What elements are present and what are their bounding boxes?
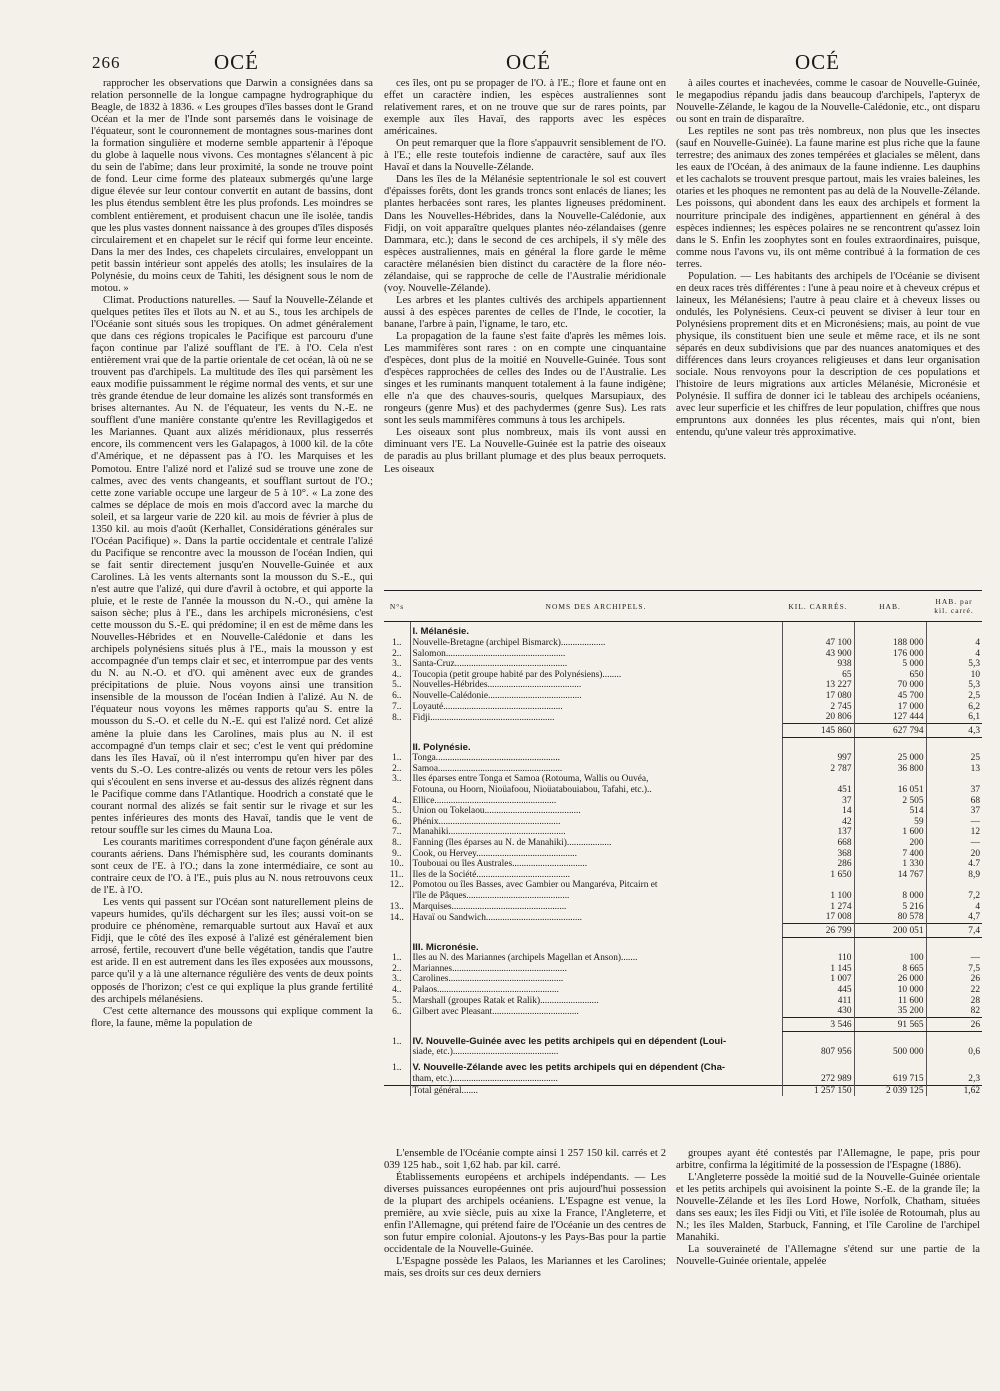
- archipelago-name: siade, etc.).............................................: [410, 1047, 782, 1058]
- paragraph: Les courants maritimes correspondent d'une façon générale aux courants aériens. Dans l'hémisphère sud, les courants dominants sont ceux de l'E. à l'O.; dans la zone intermédiaire, ce sont au contraire ceux de l'O. à l'E., puis plus au N. nous retrouvons ceux de l'E. à l'O.: [91, 836, 373, 897]
- area-km2: [782, 737, 854, 753]
- archipelago-name: Salomon...................................................: [410, 649, 782, 660]
- population: 14 767: [854, 870, 926, 881]
- area-km2: [782, 1058, 854, 1074]
- table-row: [384, 638, 982, 649]
- population: [854, 774, 926, 785]
- population: 200: [854, 838, 926, 849]
- population: 100: [854, 953, 926, 964]
- paragraph: Population. — Les habitants des archipels de l'Océanie se divisent en deux races très différentes : l'une à peau noire et à cheveux crépus et laineux, les Mélanésiens; l'autre à peau claire et à cheveux lisses ou ondulés, les Polynésiens. Ceux-ci peuvent se diviser à leur tour en Polynésiens proprement dits et en Micronésiens; mais, au point de vue physique, ils constituent bien une seule et même race, et ils ne sont séparés en deux subdivisions que par des nuances anatomiques et des différences dans leurs croyances religieuses et dans leur organisation sociale. Nous renvoyons pour la description de ces populations et l'histoire de leurs migrations aux articles Mélanésie, Micronésie et Polynésie. Il suffira de donner ici le tableau des archipels océaniens, avec leur superficie et les chiffres de leur population, chiffres que nous empruntons aux données les plus récentes, mais qui n'ont, bien entendu, qu'une valeur très approximative.: [676, 270, 980, 439]
- density: 7,5: [926, 964, 982, 975]
- archipelago-name: III. Micronésie.: [410, 937, 782, 953]
- paragraph: Climat. Productions naturelles. — Sauf la Nouvelle-Zélande et quelques petites îles et îlots au N. et au S., tous les archipels de l'Océanie sont situés sous les tropiques. On admet généralement que dans ces régions tropicales le Pacifique est parcouru d'une façon continue par l'alizé soufflant de l'E. à l'O. Cela n'est entièrement vrai que de la partie orientale de cet océan, là où ne se trouvent pas d'archipels. La multitude des îles qui parsèment les eaux modifie puissamment le régime normal des vents, et sur une très grande étendue de leur domaine les alizés sont transformés en brises alternantes. Au N. de l'équateur, les vents du N.-E. ne soufflent d'une manière constante qu'entre les Revillagigedos et les Mariannes. Quant aux alizés méridionaux, plus resserrés encore, ils commencent vers les Galapagos, à 1000 kil. de la côte d'Amérique, et ne dépassent pas à l'O. les Marquises et les Pomotou. Entre l'alizé nord et l'alizé sud se trouve une zone de calmes, avec des vents changeants, et soufflant surtout de l'O.; cette zone variable occupe une largeur de 5 à 10°. « La zone des calmes se déplace de mois en mois d'accord avec la marche du soleil, et sa largeur varie de 220 kil. au mois de février à plus de 1350 kil. au mois d'août (Kerhallet, Considérations générales sur l'Océan Pacifique) ». Dans la partie occidentale et centrale l'alizé du Pacifique se rencontre avec la mousson de l'océan Indien, qui se fait sentir directement jusqu'en Nouvelle-Guinée et aux Carolines. Là les vents alternants sont la mousson du S.-E., qui n'est autre que l'alizé, qui dure d'avril à octobre, et qui apporte la pluie, et le reste de l'année la mousson du N.-O., qui amène la saison sèche; plus à l'E., dans les archipels micronésiens, c'est cette mousson du S.-E. qui prédomine; il en est de même dans les Nouvelles-Hébrides et en Nouvelle-Calédonie et dans les archipels polynésiens situés plus à l'E., mais la mousson y est accompagnée d'un temps clair et sec, et interrompue par des vents du N. au N.-O. et d'O. qui amènent avec eux de grandes précipitations de pluie. Nous voyons ainsi une transition insensible de la mousson de l'océan Indien à l'alizé. Au N. de l'équateur nous voyons les mêmes rapports qu'au S. entre la mousson du S.-O. et celle du N.-E. qui est l'alizé nord. Cet alizé amène la pluie dans les Carolines, mais plus au N. il est accompagné d'un temps clair et sec; c'est le vent qui prédomine dans les îles Havaï, où il n'est interrompu qu'en hiver par des vents du S.-O. Les contre-alizés ou vents de retour vers les pôles qui s'écoulent en sens inverse et au-dessus des alizés règnent dans le Pacifique comme dans l'Atlantique. Hoodrich a constaté que le courant normal des alizés se fait sentir sur le rivage et sur les pentes inférieures des monts des Havaï, tandis que le vent de retour souffle sur les cimes du Mauna Loa.: [91, 294, 373, 836]
- area-km2: 997: [782, 753, 854, 764]
- text-column-3: [676, 78, 980, 578]
- archipelago-name: Fotouna, ou Hoorn, Nioüafoou, Nioüatabouiabou, Tafahi, etc.)..: [410, 785, 782, 796]
- running-header: [0, 50, 1000, 80]
- paragraph: Les vents qui passent sur l'Océan sont naturellement pleins de vapeurs humides, qu'ils déchargent sur les îles; aussi voit-on se produire ce phénomène, remarquable surtout aux Havaï et aux Fidji, que le côté des îles exposé à l'alizé est généralement bien arrosé, fertile, recouvert d'une belle végétation, tandis que l'autre est aride. Il en est autrement dans les îles exposées aux moussons, parce qu'il y a là une alternance régulière des vents de deux points opposés de l'horizon; c'est ce qui explique la plus grande fertilité des archipels mélanésiens.: [91, 897, 373, 1005]
- density: 5,3: [926, 659, 982, 670]
- archipelago-name: l'île de Pâques............................................: [410, 891, 782, 902]
- density: 13: [926, 764, 982, 775]
- population: 5 216: [854, 902, 926, 913]
- row-number: 1..: [392, 753, 402, 764]
- page-number: 266: [92, 53, 121, 72]
- row-number: 2..: [392, 763, 402, 774]
- col-header-number: N°s: [384, 591, 410, 622]
- row-number: [384, 1047, 410, 1058]
- area-km2: 20 806: [782, 712, 854, 723]
- paragraph: La souveraineté de l'Allemagne s'étend sur une partie de la Nouvelle-Guinée orientale, appelée: [676, 1244, 980, 1268]
- table-grand-total-row: [384, 1085, 982, 1096]
- population: 26 000: [854, 974, 926, 985]
- table-section-row: [384, 622, 982, 639]
- table-subtotal-row: [384, 1017, 982, 1031]
- paragraph: C'est cette alternance des moussons qui explique comment la flore, la faune, même la population de: [91, 1005, 373, 1029]
- running-head-center: OCÉ: [506, 50, 551, 74]
- area-km2: 1 650: [782, 870, 854, 881]
- row-number: 3..: [392, 774, 402, 785]
- row-number: 6..: [392, 690, 402, 701]
- table-header-row: [384, 591, 982, 622]
- population: 127 444: [854, 712, 926, 723]
- population: [854, 1031, 926, 1047]
- density: 6,1: [926, 712, 982, 723]
- population: 7 400: [854, 849, 926, 860]
- archipelago-name: Pomotou ou îles Basses, avec Gambier ou Mangaréva, Pitcairn et: [410, 880, 782, 891]
- col-header-population: HAB.: [854, 591, 926, 622]
- density: 1,62: [926, 1085, 982, 1096]
- table-row: [384, 680, 982, 691]
- table-row: [384, 796, 982, 807]
- population: 619 715: [854, 1074, 926, 1085]
- row-number: 10..: [389, 859, 404, 870]
- area-km2: 430: [782, 1006, 854, 1017]
- paragraph: rapprocher les observations que Darwin a consignées dans sa relation personnelle de la longue campagne hydrographique du Beagle, de 1832 à 1836. « Les groupes d'îles basses dont le Grand Océan et la mer de l'Inde sont parsemés dans le voisinage de l'équateur, sont le couronnement de montagnes sous-marines dont la formation singulière et moderne semble appartenir à l'époque du globe à laquelle nous vivons. Ces montagnes s'élancent à pic du sein de l'abîme; dans leur proximité, la sonde ne trouve point de fond. Leur cime forme des plateaux submergés qu'une large digue élevée sur leur contour convertit en autant de bassins, dont les plus étendus semblent être les plus profonds. Les moindres se comblent entièrement, et produisent chacun une île isolée, tandis que les plus vastes donnent naissance à des groupes d'îles disposés circulairement et en chapelet sur le récif qui forme leur enceinte. Dans la mer des Indes, ces chapelets circulaires, enveloppant un petit bassin intérieur sont appelés des atolls; les insulaires de la Polynésie, du moins ceux de Tahiti, les désignent sous le nom de motou. »: [91, 78, 374, 294]
- text-column-2: [384, 78, 666, 578]
- row-number: 14..: [389, 912, 404, 923]
- archipelago-name: Manahiki..................................................: [410, 827, 782, 838]
- table-row: [384, 996, 982, 1007]
- archipelago-name: I. Mélanésie.: [410, 622, 782, 639]
- density: —: [926, 838, 982, 849]
- table-row: [384, 880, 982, 891]
- population: 45 700: [854, 691, 926, 702]
- archipelago-name: Mariannes.................................................: [410, 964, 782, 975]
- paragraph: On peut remarquer que la flore s'appauvrit sensiblement de l'O. à l'E.; elle reste toutefois indienne de caractère, sauf aux îles Havaï et dans la Nouvelle-Zélande.: [384, 138, 666, 174]
- density: 26: [926, 1017, 982, 1031]
- archipelago-name: Marquises.................................................: [410, 902, 782, 913]
- table-row: [384, 764, 982, 775]
- area-km2: 17 080: [782, 691, 854, 702]
- area-km2: 1 145: [782, 964, 854, 975]
- population: [854, 737, 926, 753]
- archipelago-name: Phénix....................................................: [410, 817, 782, 828]
- table-row: [384, 806, 982, 817]
- row-number: [384, 723, 410, 737]
- population: [854, 1058, 926, 1074]
- row-number: [384, 1085, 410, 1096]
- row-number: 2..: [392, 963, 402, 974]
- col-header-name: NOMS DES ARCHIPELS.: [410, 591, 782, 622]
- archipelago-name: Ellice....................................................: [410, 796, 782, 807]
- table-section-row: [384, 1031, 982, 1047]
- area-km2: 137: [782, 827, 854, 838]
- population: [854, 622, 926, 639]
- population: 35 200: [854, 1006, 926, 1017]
- density: 5,3: [926, 680, 982, 691]
- population: 8 665: [854, 964, 926, 975]
- text-column-1: [91, 78, 373, 1350]
- table-row: [384, 859, 982, 870]
- area-km2: [782, 937, 854, 953]
- area-km2: 14: [782, 806, 854, 817]
- density: [926, 622, 982, 639]
- archipelago-name: [410, 923, 782, 937]
- archipelago-name: Toubouai ou îles Australes................................: [410, 859, 782, 870]
- density: 37: [926, 785, 982, 796]
- archipelago-name: Nouvelles-Hébrides........................................: [410, 680, 782, 691]
- row-number: 3..: [392, 974, 402, 985]
- area-km2: 451: [782, 785, 854, 796]
- density: 10: [926, 670, 982, 681]
- paragraph: Établissements européens et archipels indépendants. — Les diverses puissances européennes ont pris aujourd'hui possession de la plupart des archipels océaniens. L'Espagne est venue, la première, au xvie siècle, puis au xixe la France, l'Angleterre, et enfin l'Allemagne, qui prétend faire de l'Océanie un des centres de son futur empire colonial. Ajoutons-y les Pays-Bas pour la partie occidentale de la Nouvelle-Guinée.: [384, 1172, 666, 1256]
- archipelago-name: Cook, ou Hervey...........................................: [410, 849, 782, 860]
- table-row: [384, 649, 982, 660]
- density: 28: [926, 996, 982, 1007]
- table-row: [384, 912, 982, 923]
- table-subtotal-row: [384, 923, 982, 937]
- density: 7,4: [926, 923, 982, 937]
- density: 4: [926, 649, 982, 660]
- row-number: 11..: [389, 869, 404, 880]
- area-km2: 411: [782, 996, 854, 1007]
- population: 5 000: [854, 659, 926, 670]
- row-number: 1..: [392, 1036, 402, 1047]
- table-row: [384, 774, 982, 785]
- population: 500 000: [854, 1047, 926, 1058]
- paragraph: L'ensemble de l'Océanie compte ainsi 1 257 150 kil. carrés et 2 039 125 hab., soit 1,62 hab. par kil. carré.: [384, 1148, 666, 1172]
- archipelago-name: IV. Nouvelle-Guinée avec les petits archipels qui en dépendent (Loui-: [410, 1031, 782, 1047]
- paragraph: Les oiseaux sont plus nombreux, mais ils vont aussi en diminuant vers l'E. La Nouvelle-Guinée est la patrie des oiseaux de paradis au plus brillant plumage et des plus beaux perroquets. Les oiseaux: [384, 427, 666, 475]
- table-row: [384, 870, 982, 881]
- table-section-row: [384, 937, 982, 953]
- running-head-left: OCÉ: [214, 50, 259, 74]
- archipelago-name: Carolines.................................................: [410, 974, 782, 985]
- population: 10 000: [854, 985, 926, 996]
- archipelago-name: Iles éparses entre Tonga et Samoa (Rotouma, Wallis ou Ouvéa,: [410, 774, 782, 785]
- table-row: [384, 964, 982, 975]
- area-km2: 110: [782, 953, 854, 964]
- population: 514: [854, 806, 926, 817]
- area-km2: 42: [782, 817, 854, 828]
- population: 2 505: [854, 796, 926, 807]
- paragraph: L'Espagne possède les Palaos, les Mariannes et les Carolines; mais, ses droits sur ces deux derniers: [384, 1256, 666, 1280]
- table-row: [384, 712, 982, 723]
- row-number: 2..: [392, 648, 402, 659]
- col-header-density: HAB. par kil. carré.: [926, 591, 982, 622]
- text-column-2-bottom: [384, 1148, 666, 1343]
- population: 200 051: [854, 923, 926, 937]
- archipelago-name: Iles au N. des Mariannes (archipels Magellan et Anson).......: [410, 953, 782, 964]
- row-number: 7..: [392, 827, 402, 838]
- density: [926, 737, 982, 753]
- table-row: [384, 691, 982, 702]
- area-km2: 37: [782, 796, 854, 807]
- density: —: [926, 953, 982, 964]
- density: 7,2: [926, 891, 982, 902]
- archipelago-name: Havaï ou Sandwich.........................................: [410, 912, 782, 923]
- density: 12: [926, 827, 982, 838]
- row-number: 4..: [392, 669, 402, 680]
- population: 80 578: [854, 912, 926, 923]
- area-km2: 1 274: [782, 902, 854, 913]
- archipelago-name: Loyauté...................................................: [410, 702, 782, 713]
- table-row: [384, 702, 982, 713]
- area-km2: 17 008: [782, 912, 854, 923]
- archipelago-name: Union ou Tokelaou.........................................: [410, 806, 782, 817]
- table-section-row: [384, 737, 982, 753]
- archipelago-name: Iles de la Société........................................: [410, 870, 782, 881]
- area-km2: [782, 774, 854, 785]
- area-km2: 938: [782, 659, 854, 670]
- area-km2: 2 745: [782, 702, 854, 713]
- population: 188 000: [854, 638, 926, 649]
- table-row: [384, 670, 982, 681]
- paragraph: à ailes courtes et inachevées, comme le casoar de Nouvelle-Guinée, le megapodius répandu jadis dans beaucoup d'archipels, l'apteryx de Nouvelle-Zélande, le kagou de la Nouvelle-Calédonie, etc., ont disparu ou sont en train de disparaître.: [676, 78, 980, 126]
- area-km2: 807 956: [782, 1047, 854, 1058]
- area-km2: [782, 1031, 854, 1047]
- table-row: [384, 849, 982, 860]
- row-number: 9..: [392, 848, 402, 859]
- density: 82: [926, 1006, 982, 1017]
- density: 4,7: [926, 912, 982, 923]
- population: 8 000: [854, 891, 926, 902]
- table-row: [384, 1006, 982, 1017]
- area-km2: 368: [782, 849, 854, 860]
- table-row: [384, 1047, 982, 1058]
- row-number: 5..: [392, 806, 402, 817]
- paragraph: Les reptiles ne sont pas très nombreux, non plus que les insectes (sauf en Nouvelle-Guinée). La faune marine est plus riche que la faune terrestre; des animaux des zones tempérées et glaciales se mêlent, dans les eaux de l'Océan, à des animaux de la faune indienne. Les dauphins et les cachalots se trouvent presque partout, mais les vraies baleines, les otaries et les phoques ne remontent pas au delà de la Nouvelle-Zélande. Les poissons, qui abondent dans les eaux des archipels et forment la nourriture principale des indigènes, appartiennent en général à des espèces indiennes; les espèces polaires ne se rencontrent qu'assez loin dans le S. Enfin les zoophytes sont en foules extraordinaires, puisque, comme nous l'avons vu, ils ont même contribué à la formation de ces terres.: [676, 126, 980, 270]
- row-number: [384, 785, 410, 796]
- row-number: 1..: [392, 1063, 402, 1074]
- archipelago-name: [410, 723, 782, 737]
- table-subtotal-row: [384, 723, 982, 737]
- table-row: [384, 985, 982, 996]
- paragraph: Dans les îles de la Mélanésie septentrionale le sol est couvert d'épaisses forêts, dont les grands troncs sont enlacés de lianes; les plantes herbacées sont rares, les plantes ligneuses prédominent. Dans les Nouvelles-Hébrides, dans la Nouvelle-Calédonie, aux Fidji, on voit apparaître quelques plantes néo-zélandaises (genre Dammara, etc.); dans le second de ces archipels, il s'y mêle des espèces australiennes, mais en général la flore garde le même caractère mélanésien bien distinct du caractère de la flore néo-zélandaise, qui se rapproche de celle de l'Australie méridionale (voy. Nouvelle-Zélande).: [384, 174, 666, 294]
- archipelago-name: tham, etc.).............................................: [410, 1074, 782, 1085]
- density: [926, 1058, 982, 1074]
- archipelago-name: Samoa.....................................................: [410, 764, 782, 775]
- area-km2: 1 257 150: [782, 1085, 854, 1096]
- population: 1 600: [854, 827, 926, 838]
- row-number: 1..: [392, 638, 402, 648]
- archipelago-table: [384, 590, 982, 1142]
- row-number: 5..: [392, 680, 402, 691]
- row-number: 6..: [392, 1006, 402, 1017]
- density: 4: [926, 902, 982, 913]
- table-row: [384, 785, 982, 796]
- table-row: [384, 753, 982, 764]
- archipelago-name: Nouvelle-Calédonie........................................: [410, 691, 782, 702]
- population: 36 800: [854, 764, 926, 775]
- table-row: [384, 838, 982, 849]
- table-row: [384, 1074, 982, 1085]
- running-head-right: OCÉ: [795, 50, 840, 74]
- row-number: 8..: [392, 712, 402, 723]
- density: [926, 1031, 982, 1047]
- population: 16 051: [854, 785, 926, 796]
- area-km2: 1 007: [782, 974, 854, 985]
- table-row: [384, 974, 982, 985]
- row-number: 5..: [392, 995, 402, 1006]
- row-number: [384, 937, 410, 953]
- table-row: [384, 891, 982, 902]
- archipelago-name: Marshall (groupes Ratak et Ralik).........................: [410, 996, 782, 1007]
- area-km2: 43 900: [782, 649, 854, 660]
- col-header-area: KIL. CARRÉS.: [782, 591, 854, 622]
- density: 0,6: [926, 1047, 982, 1058]
- area-km2: 286: [782, 859, 854, 870]
- archipelago-name: Palaos....................................................: [410, 985, 782, 996]
- table-row: [384, 659, 982, 670]
- archipelago-name: [410, 1017, 782, 1031]
- density: [926, 880, 982, 891]
- density: 4.7: [926, 859, 982, 870]
- density: 4: [926, 638, 982, 649]
- table-row: [384, 827, 982, 838]
- row-number: 6..: [392, 816, 402, 827]
- density: 26: [926, 974, 982, 985]
- row-number: [384, 1017, 410, 1031]
- archipelago-name: Santa-Cruz................................................: [410, 659, 782, 670]
- archipelago-name: Toucopia (petit groupe habité par des Polynésiens)........: [410, 670, 782, 681]
- population: 11 600: [854, 996, 926, 1007]
- population: [854, 880, 926, 891]
- area-km2: 47 100: [782, 638, 854, 649]
- density: 2,3: [926, 1074, 982, 1085]
- density: [926, 937, 982, 953]
- population: 70 000: [854, 680, 926, 691]
- density: 68: [926, 796, 982, 807]
- population: 627 794: [854, 723, 926, 737]
- area-km2: 445: [782, 985, 854, 996]
- area-km2: 1 100: [782, 891, 854, 902]
- archipelago-name: II. Polynésie.: [410, 737, 782, 753]
- paragraph: Les arbres et les plantes cultivés des archipels appartiennent aussi à des espèces parentes de celles de l'Inde, le cocotier, la banane, l'arbre à pain, l'igname, le taro, etc.: [384, 294, 666, 330]
- paragraph: La propagation de la faune s'est faite d'après les mêmes lois. Les mammifères sont rares : on en compte une cinquantaine d'espèces, dont plus de la moitié en Nouvelle-Guinée. Tous sont d'espèces rapprochées de celles des Indes ou de l'Australie. Les singes et les ruminants manquent totalement à la faune indigène; elle n'a que des chauves-souris, quelques Marsupiaux, des rongeurs (genre Mus) et des pachydermes (genre Sus). Les rats sont les seuls mammifères communs à tous les archipels.: [384, 330, 666, 427]
- density: 8,9: [926, 870, 982, 881]
- table-row: [384, 817, 982, 828]
- row-number: 1..: [392, 953, 402, 964]
- density: [926, 774, 982, 785]
- text-column-3-bottom: [676, 1148, 980, 1343]
- row-number: [384, 891, 410, 902]
- density: 6,2: [926, 702, 982, 713]
- archipelago-name: Total général.......: [410, 1085, 782, 1096]
- population: 650: [854, 670, 926, 681]
- row-number: 7..: [392, 701, 402, 712]
- population: 1 330: [854, 859, 926, 870]
- archipelago-name: Fidji.....................................................: [410, 712, 782, 723]
- density: 37: [926, 806, 982, 817]
- paragraph: ces îles, ont pu se propager de l'O. à l'E.; flore et faune ont en effet un caractère indien, les espèces australiennes sont relativement rares, et on ne trouve que sur de rares points, par exemple aux îles Havaï, des rapports avec les espèces américaines.: [384, 78, 666, 138]
- row-number: 12..: [389, 880, 404, 891]
- density: 4,3: [926, 723, 982, 737]
- paragraph: groupes ayant été contestés par l'Allemagne, le pape, pris pour arbitre, confirma la légitimité de la possession de l'Espagne (1886).: [676, 1148, 980, 1172]
- area-km2: [782, 622, 854, 639]
- density: 2,5: [926, 691, 982, 702]
- row-number: [384, 1074, 410, 1085]
- row-number: 13..: [389, 901, 404, 912]
- archipelago-name: Nouvelle-Bretagne (archipel Bismarck)...................: [410, 638, 782, 649]
- density: 22: [926, 985, 982, 996]
- area-km2: 3 546: [782, 1017, 854, 1031]
- row-number: 4..: [392, 795, 402, 806]
- table-row: [384, 953, 982, 964]
- population: [854, 937, 926, 953]
- table-section-row: [384, 1058, 982, 1074]
- area-km2: 272 989: [782, 1074, 854, 1085]
- density: —: [926, 817, 982, 828]
- population: 17 000: [854, 702, 926, 713]
- population: 59: [854, 817, 926, 828]
- area-km2: 13 227: [782, 680, 854, 691]
- area-km2: 668: [782, 838, 854, 849]
- area-km2: 65: [782, 670, 854, 681]
- row-number: 4..: [392, 985, 402, 996]
- row-number: [384, 622, 410, 639]
- population: 2 039 125: [854, 1085, 926, 1096]
- area-km2: [782, 880, 854, 891]
- area-km2: 145 860: [782, 723, 854, 737]
- population: 25 000: [854, 753, 926, 764]
- row-number: 3..: [392, 659, 402, 670]
- row-number: [384, 923, 410, 937]
- archipelago-name: V. Nouvelle-Zélande avec les petits archipels qui en dépendent (Cha-: [410, 1058, 782, 1074]
- paragraph: L'Angleterre possède la moitié sud de la Nouvelle-Guinée orientale et les petits archipels qui avoisinent la pointe S.-E. de la grande île; la Nouvelle-Zélande et les îles Lord Howe, Norfolk, Chatham, situées dans ses eaux; les îles Fidji ou Viti, et l'île isolée de Rotoumah, plus au N.; les îles Malden, Starbuck, Fanning, et l'île Caroline de l'archipel Manahiki.: [676, 1172, 980, 1244]
- table-row: [384, 902, 982, 913]
- area-km2: 26 799: [782, 923, 854, 937]
- density: 25: [926, 753, 982, 764]
- archipelago-name: Gilbert avec Pleasant.....................................: [410, 1006, 782, 1017]
- area-km2: 2 787: [782, 764, 854, 775]
- density: 20: [926, 849, 982, 860]
- population: 91 565: [854, 1017, 926, 1031]
- row-number: 8..: [392, 838, 402, 848]
- archipelago-name: Fanning (îles éparses au N. de Manahiki)...................: [410, 838, 782, 849]
- population: 176 000: [854, 649, 926, 660]
- row-number: [384, 737, 410, 753]
- archipelago-name: Tonga.....................................................: [410, 753, 782, 764]
